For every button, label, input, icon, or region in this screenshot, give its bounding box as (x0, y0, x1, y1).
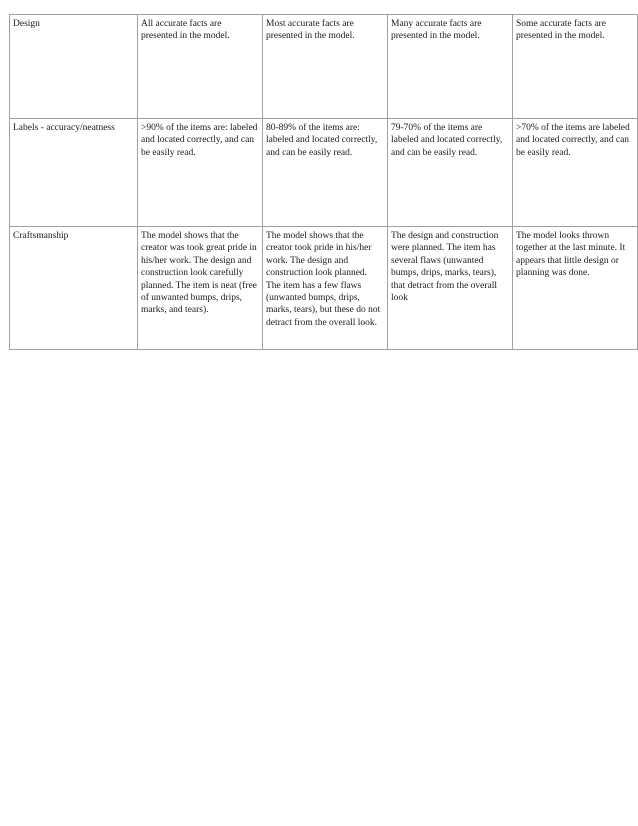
rubric-cell: All accurate facts are presented in the model. (138, 15, 263, 119)
rubric-cell: 79-70% of the items are labeled and located correctly, and can be easily read. (388, 119, 513, 227)
rubric-cell: >70% of the items are labeled and located correctly, and can be easily read. (513, 119, 638, 227)
rubric-cell: The model shows that the creator was took great pride in his/her work. The design and construction look carefully planned. The item is neat (free of unwanted bumps, drips, marks, and tears). (138, 227, 263, 350)
rubric-cell: Many accurate facts are presented in the model. (388, 15, 513, 119)
criterion-cell: Design (10, 15, 138, 119)
rubric-cell: 80-89% of the items are: labeled and located correctly, and can be easily read. (263, 119, 388, 227)
rubric-cell: Some accurate facts are presented in the model. (513, 15, 638, 119)
table-row-design (10, 15, 638, 119)
rubric-cell: Most accurate facts are presented in the model. (263, 15, 388, 119)
rubric-cell: The model looks thrown together at the last minute. It appears that little design or planning was done. (513, 227, 638, 350)
table-row-craftsmanship (10, 227, 638, 350)
criterion-cell: Craftsmanship (10, 227, 138, 350)
rubric-table (9, 14, 638, 350)
table-row-labels (10, 119, 638, 227)
rubric-cell: The model shows that the creator took pride in his/her work. The design and construction look planned. The item has a few flaws (unwanted bumps, drips, marks, tears), but these do not detract from the overall look. (263, 227, 388, 350)
rubric-cell: The design and construction were planned. The item has several flaws (unwanted bumps, drips, marks, tears), that detract from the overall look (388, 227, 513, 350)
rubric-cell: >90% of the items are: labeled and located correctly, and can be easily read. (138, 119, 263, 227)
criterion-cell: Labels - accuracy/neatness (10, 119, 138, 227)
